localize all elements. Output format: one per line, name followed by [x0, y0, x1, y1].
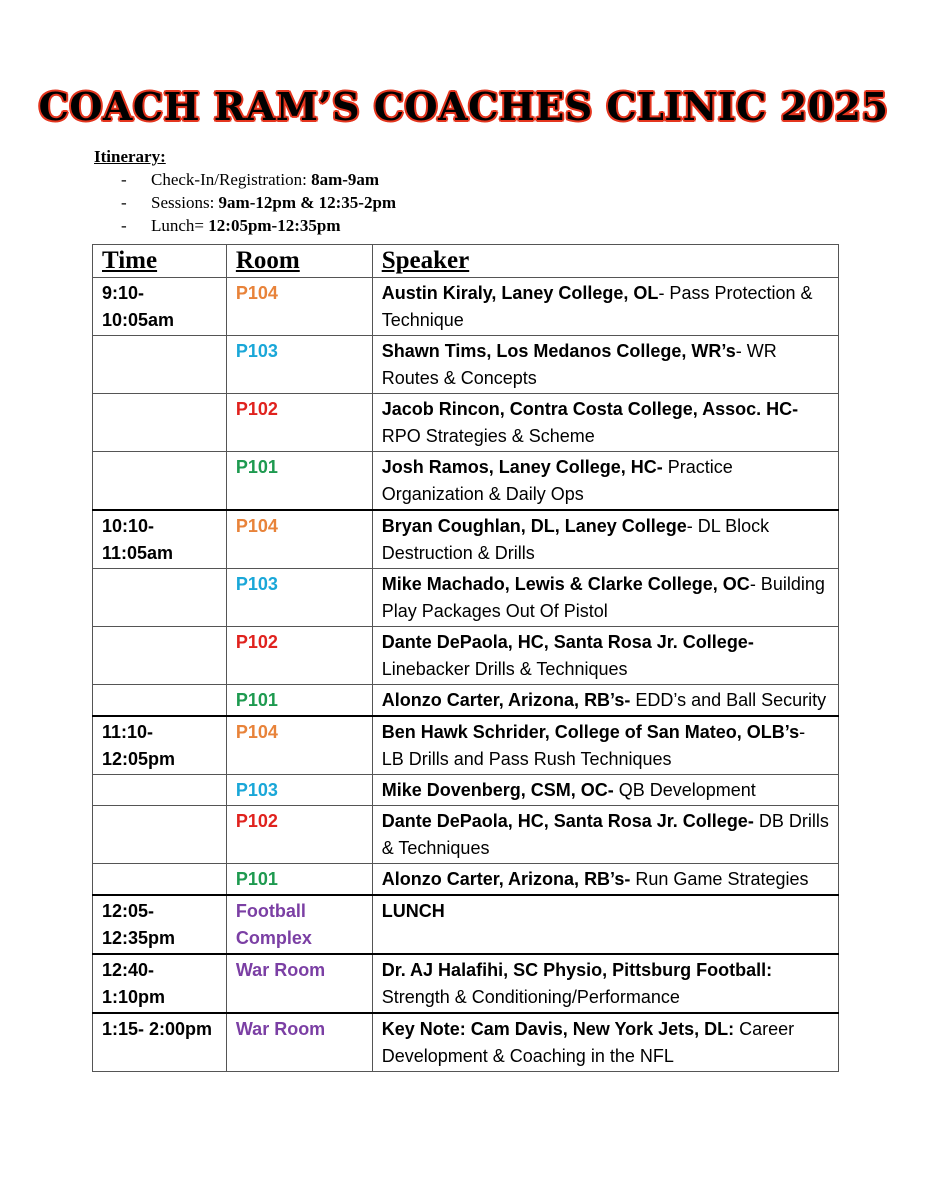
session-topic: RPO Strategies & Scheme [381, 426, 595, 446]
speaker-cell [372, 569, 838, 627]
table-row [93, 569, 839, 627]
time-cell [93, 627, 227, 685]
speaker-cell [372, 1013, 838, 1072]
time-cell: 10:10- 11:05am [93, 510, 227, 569]
session-topic: QB Development [613, 780, 756, 800]
session-topic: Linebacker Drills & Techniques [381, 659, 628, 679]
speaker-cell [372, 452, 838, 511]
header-room: Room [226, 245, 372, 278]
speaker-cell [372, 627, 838, 685]
room-cell: P103 [226, 569, 372, 627]
speaker-name: LUNCH [381, 901, 445, 921]
speaker-cell [372, 394, 838, 452]
speaker-cell [372, 806, 838, 864]
speaker-cell [372, 895, 838, 954]
table-row [93, 278, 839, 336]
session-topic: - Building Play Packages Out Of Pistol [381, 574, 825, 621]
itinerary-item-sessions [94, 191, 396, 214]
room-cell: Football Complex [226, 895, 372, 954]
speaker-name: Jacob Rincon, Contra Costa College, Assoc. HC- [381, 399, 799, 419]
room-cell: P104 [226, 278, 372, 336]
room-cell: P101 [226, 685, 372, 717]
session-topic: Strength & Conditioning/Performance [381, 987, 680, 1007]
room-cell: War Room [226, 1013, 372, 1072]
speaker-cell [372, 864, 838, 896]
session-topic: - WR Routes & Concepts [381, 341, 777, 388]
itinerary-item-lunch [94, 214, 396, 237]
table-header-row [93, 245, 839, 278]
session-topic: Run Game Strategies [630, 869, 809, 889]
speaker-name: Ben Hawk Schrider, College of San Mateo, OLB’s [381, 722, 800, 742]
session-topic: - LB Drills and Pass Rush Techniques [381, 722, 806, 769]
speaker-cell [372, 510, 838, 569]
speaker-name: Austin Kiraly, Laney College, OL [381, 283, 659, 303]
speaker-cell [372, 685, 838, 717]
speaker-name: Bryan Coughlan, DL, Laney College [381, 516, 687, 536]
time-cell: 12:05- 12:35pm [93, 895, 227, 954]
table-row [93, 954, 839, 1013]
time-cell: 9:10- 10:05am [93, 278, 227, 336]
time-cell [93, 685, 227, 717]
itinerary-value: 12:05pm-12:35pm [208, 216, 341, 235]
room-cell: P101 [226, 452, 372, 511]
room-cell: P104 [226, 716, 372, 775]
speaker-name: Josh Ramos, Laney College, HC- [381, 457, 663, 477]
session-topic: - DL Block Destruction & Drills [381, 516, 770, 563]
session-topic: Practice Organization & Daily Ops [381, 457, 733, 504]
speaker-cell [372, 954, 838, 1013]
time-cell [93, 336, 227, 394]
header-time: Time [93, 245, 227, 278]
itinerary-label: Sessions: [151, 193, 219, 212]
time-cell: 1:15- 2:00pm [93, 1013, 227, 1072]
time-cell: 12:40- 1:10pm [93, 954, 227, 1013]
itinerary-label: Lunch= [151, 216, 209, 235]
table-row [93, 716, 839, 775]
speaker-cell [372, 775, 838, 806]
speaker-name: Dr. AJ Halafihi, SC Physio, Pittsburg Football: [381, 960, 773, 980]
speaker-name: Key Note: Cam Davis, New York Jets, DL: [381, 1019, 735, 1039]
room-cell: P103 [226, 336, 372, 394]
itinerary [94, 145, 396, 237]
room-cell: P101 [226, 864, 372, 896]
time-cell [93, 452, 227, 511]
speaker-name: Dante DePaola, HC, Santa Rosa Jr. College- [381, 811, 754, 831]
room-cell: P102 [226, 627, 372, 685]
session-topic: Career Development & Coaching in the NFL [381, 1019, 795, 1066]
speaker-name: Alonzo Carter, Arizona, RB’s- [381, 869, 631, 889]
time-cell: 11:10- 12:05pm [93, 716, 227, 775]
time-cell [93, 864, 227, 896]
room-cell: P102 [226, 806, 372, 864]
itinerary-value: 9am-12pm & 12:35-2pm [218, 193, 397, 212]
table-row [93, 685, 839, 717]
table-row [93, 510, 839, 569]
itinerary-item-checkin [94, 168, 396, 191]
session-topic: DB Drills & Techniques [381, 811, 829, 858]
time-cell [93, 394, 227, 452]
room-cell: P102 [226, 394, 372, 452]
time-cell [93, 806, 227, 864]
session-topic: EDD’s and Ball Security [630, 690, 827, 710]
table-row [93, 627, 839, 685]
table-row [93, 394, 839, 452]
table-row [93, 1013, 839, 1072]
schedule-table [92, 244, 839, 1072]
speaker-cell [372, 336, 838, 394]
speaker-name: Shawn Tims, Los Medanos College, WR’s [381, 341, 736, 361]
session-topic: - Pass Protection & Technique [381, 283, 813, 330]
speaker-name: Dante DePaola, HC, Santa Rosa Jr. College- [381, 632, 754, 652]
speaker-name: Alonzo Carter, Arizona, RB’s- [381, 690, 631, 710]
itinerary-heading: Itinerary: [94, 147, 166, 166]
table-row [93, 452, 839, 511]
itinerary-label: Check-In/Registration: [151, 170, 312, 189]
schedule-body [93, 278, 839, 1072]
table-row [93, 336, 839, 394]
itinerary-value: 8am-9am [311, 170, 380, 189]
time-cell [93, 775, 227, 806]
table-row [93, 806, 839, 864]
table-row [93, 775, 839, 806]
header-speaker: Speaker [372, 245, 838, 278]
speaker-cell [372, 716, 838, 775]
page-title: COACH RAM’S COACHES CLINIC 2025 [38, 84, 889, 129]
room-cell: War Room [226, 954, 372, 1013]
speaker-name: Mike Dovenberg, CSM, OC- [381, 780, 614, 800]
table-row [93, 864, 839, 896]
speaker-cell [372, 278, 838, 336]
room-cell: P104 [226, 510, 372, 569]
room-cell: P103 [226, 775, 372, 806]
speaker-name: Mike Machado, Lewis & Clarke College, OC [381, 574, 750, 594]
itinerary-list [94, 168, 396, 237]
table-row [93, 895, 839, 954]
time-cell [93, 569, 227, 627]
